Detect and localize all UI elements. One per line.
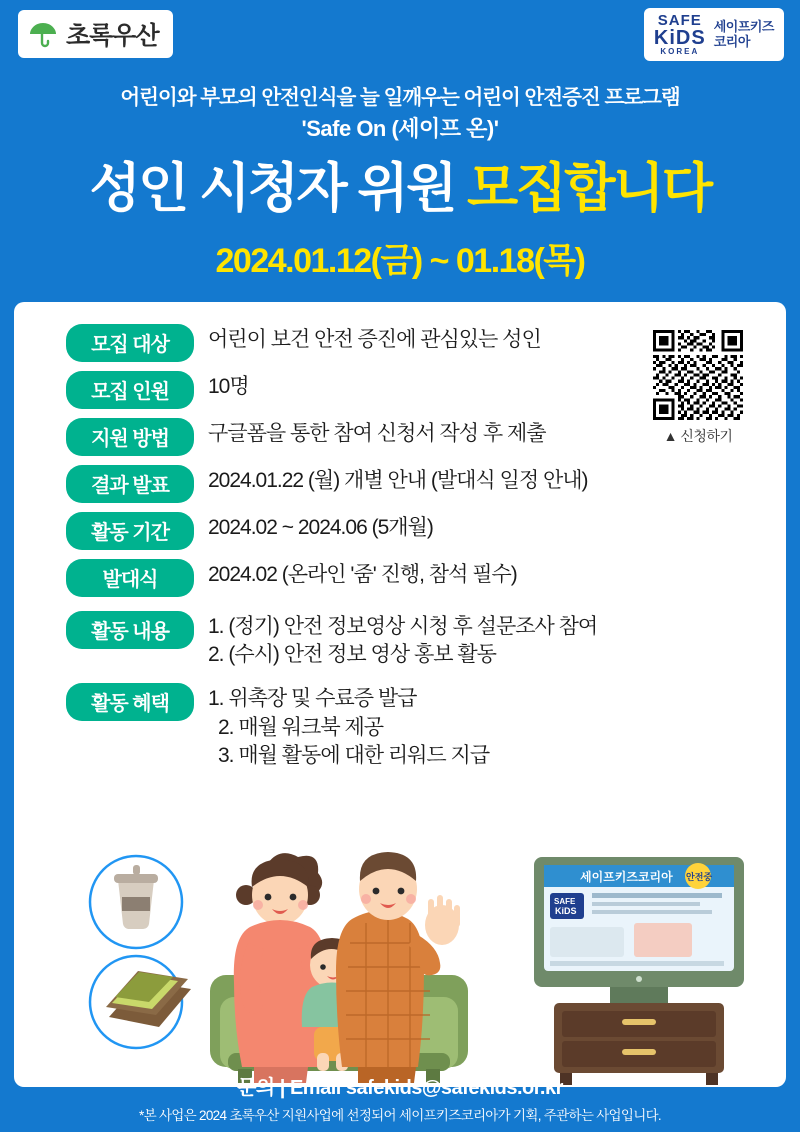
- row-value: [208, 371, 249, 401]
- row-value: [208, 465, 588, 495]
- date-range: 2024.01.12(금) ~ 01.18(목): [215, 241, 585, 280]
- footer-note: *본 사업은 2024 초록우산 지원사업에 선정되어 세이프키즈코리아가 기획, 주관하는 사업입니다.: [139, 1108, 661, 1123]
- row-tag: 활동 내용: [66, 611, 194, 649]
- row-value-line: 2024.02 (온라인 '줌' 진행, 참석 필수): [208, 562, 517, 586]
- main-title-part1: 성인 시청자 위원: [89, 159, 468, 218]
- svg-text:KiDS: KiDS: [555, 905, 577, 916]
- main-title-part2: 모집합니다: [467, 159, 711, 218]
- row-tag: 모집 인원: [66, 371, 194, 409]
- safekids-safe-text: SAFE: [657, 12, 702, 29]
- svg-text:SAFE: SAFE: [554, 896, 576, 906]
- row-value: [208, 324, 541, 354]
- coffee-bubble: [90, 856, 182, 948]
- row-tag: 지원 방법: [66, 418, 194, 456]
- book-bubble: [90, 956, 191, 1048]
- row-value-line: 2024.01.22 (월) 개별 안내 (발대식 일정 안내): [208, 468, 588, 492]
- title-block: [0, 78, 800, 282]
- poster-header: [0, 0, 800, 78]
- row-value-line: 구글폼을 통한 참여 신청서 작성 후 제출: [208, 421, 546, 445]
- row-value-line: 1. 위촉장 및 수료증 발급: [208, 687, 417, 711]
- childfund-logo: [18, 10, 173, 58]
- qr-code[interactable]: [653, 330, 743, 420]
- row-value-line: 10명: [208, 374, 249, 398]
- tv-header-text: 세이프키즈코리아: [580, 869, 673, 884]
- row-tag: 모집 대상: [66, 324, 194, 362]
- safekids-kids-text: KiDS: [653, 27, 706, 49]
- tv-badge-text: 안전중: [686, 871, 713, 882]
- row-value-line: 3. 매월 활동에 대한 리워드 지급: [218, 744, 490, 768]
- safekids-korean-name: [714, 20, 774, 50]
- illustration: [14, 847, 786, 1087]
- info-row-benefits: [14, 683, 786, 770]
- qr-label: ▲ 신청하기: [663, 427, 733, 444]
- info-row-activity-content: [14, 611, 786, 670]
- childfund-logo-text: 초록우산: [66, 22, 159, 50]
- row-tag: 결과 발표: [66, 465, 194, 503]
- row-value: [208, 683, 489, 770]
- row-value: [208, 512, 433, 542]
- row-value: [208, 418, 546, 448]
- row-tag: 발대식: [66, 559, 194, 597]
- umbrella-icon: [28, 19, 58, 49]
- info-row-kickoff: [14, 559, 786, 597]
- info-row-result-announcement: [14, 465, 786, 503]
- row-value: [208, 611, 597, 670]
- row-value-line: 2024.02 ~ 2024.06 (5개월): [208, 515, 433, 539]
- waving-hand: [425, 895, 460, 945]
- page-title: [0, 161, 800, 217]
- contact-info: 문의 | Email safekids@safekids.or.kr: [237, 1077, 563, 1099]
- row-value-line: 2. (수시) 안전 정보 영상 홍보 활동: [208, 642, 496, 666]
- row-tag: 활동 혜택: [66, 683, 194, 721]
- row-value-line: 어린이 보건 안전 증진에 관심있는 성인: [208, 327, 541, 351]
- row-value-line: 1. (정기) 안전 정보영상 시청 후 설문조사 참여: [208, 614, 598, 638]
- program-name: 'Safe On (세이프 온)': [301, 116, 499, 141]
- row-value-line: 2. 매월 워크북 제공: [218, 715, 384, 739]
- safekids-korean-line2: 코리아: [713, 33, 750, 49]
- safekids-korean-line1: 세이프키즈: [713, 18, 774, 34]
- qr-area[interactable]: [650, 330, 746, 446]
- program-subtitle: 어린이와 부모의 안전인식을 늘 일깨우는 어린이 안전증진 프로그램: [120, 86, 680, 109]
- row-tag: 활동 기간: [66, 512, 194, 550]
- info-row-activity-period: [14, 512, 786, 550]
- safekids-korea-text: KOREA: [660, 47, 700, 56]
- safekids-logo: [644, 8, 784, 61]
- row-value: [208, 559, 517, 589]
- tv-set: [534, 857, 744, 1085]
- info-card: [14, 302, 786, 1087]
- safekids-mark: [654, 13, 706, 56]
- poster-footer: [0, 1071, 800, 1132]
